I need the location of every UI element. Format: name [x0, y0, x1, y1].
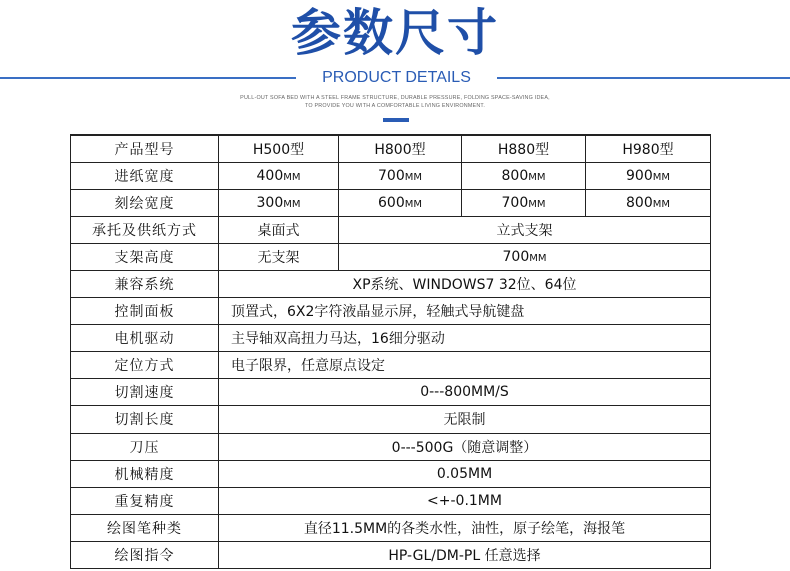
- model-cell: H800型: [339, 135, 462, 162]
- row-label: 兼容系统: [71, 270, 219, 297]
- table-row-model: [71, 135, 711, 162]
- table-row-support: [71, 216, 711, 243]
- table-row-paper-width: [71, 162, 711, 189]
- value-cell: <+-0.1MM: [219, 487, 711, 514]
- table-row: [71, 325, 711, 352]
- table-row: [71, 379, 711, 406]
- value-cell: XP系统、WINDOWS7 32位、64位: [219, 270, 711, 297]
- value-cell: 电子限界，任意原点设定: [219, 352, 711, 379]
- table-row: [71, 298, 711, 325]
- value-cell: 无限制: [219, 406, 711, 433]
- table-row-cut-width: [71, 189, 711, 216]
- tagline-line-1: PULL-OUT SOFA BED WITH A STEEL FRAME STRUCTURE, DURABLE PRESSURE, FOLDING SPACE-SAVING IDEA,: [240, 95, 550, 101]
- spec-table: [70, 134, 711, 569]
- subtitle-row: [0, 66, 790, 90]
- page-title: 参数尺寸: [291, 4, 499, 62]
- accent-bar: [383, 118, 409, 122]
- value-cell: HP-GL/DM-PL 任意选择: [219, 541, 711, 568]
- row-label: 切割速度: [71, 379, 219, 406]
- value-cell: 900mm: [586, 162, 711, 189]
- divider-left: [0, 77, 296, 79]
- value-cell: 0.05MM: [219, 460, 711, 487]
- model-cell: H880型: [462, 135, 586, 162]
- value-cell: 600mm: [339, 189, 462, 216]
- value-cell: 立式支架: [339, 216, 711, 243]
- row-label: 控制面板: [71, 298, 219, 325]
- value-cell: 300mm: [219, 189, 339, 216]
- row-label: 重复精度: [71, 487, 219, 514]
- value-cell: 400mm: [219, 162, 339, 189]
- table-row: [71, 460, 711, 487]
- table-row: [71, 487, 711, 514]
- tagline-line-2: TO PROVIDE YOU WITH A COMFORTABLE LIVING ENVIRONMENT.: [304, 103, 486, 109]
- page-header: [0, 0, 790, 132]
- row-label: 绘图笔种类: [71, 514, 219, 541]
- value-cell: 顶置式，6X2字符液晶显示屏，轻触式导航键盘: [219, 298, 711, 325]
- value-cell: 无支架: [219, 243, 339, 270]
- row-label: 支架高度: [71, 243, 219, 270]
- row-label: 承托及供纸方式: [71, 216, 219, 243]
- value-cell: 主导轴双高扭力马达，16细分驱动: [219, 325, 711, 352]
- row-label: 进纸宽度: [71, 162, 219, 189]
- value-cell: 700mm: [462, 189, 586, 216]
- table-row-stand-height: [71, 243, 711, 270]
- value-cell: 700mm: [339, 162, 462, 189]
- table-row: [71, 406, 711, 433]
- value-cell: 0---500G（随意调整）: [219, 433, 711, 460]
- model-cell: H980型: [586, 135, 711, 162]
- row-label: 切割长度: [71, 406, 219, 433]
- page-subtitle: PRODUCT DETAILS: [322, 69, 471, 86]
- model-cell: H500型: [219, 135, 339, 162]
- row-label: 产品型号: [71, 135, 219, 162]
- value-cell: 0---800MM/S: [219, 379, 711, 406]
- table-row: [71, 433, 711, 460]
- table-row: [71, 270, 711, 297]
- row-label: 刻绘宽度: [71, 189, 219, 216]
- value-cell: 800mm: [586, 189, 711, 216]
- value-cell: 800mm: [462, 162, 586, 189]
- divider-right: [497, 77, 790, 79]
- row-label: 刀压: [71, 433, 219, 460]
- row-label: 绘图指令: [71, 541, 219, 568]
- table-row: [71, 352, 711, 379]
- table-row: [71, 514, 711, 541]
- value-cell: 桌面式: [219, 216, 339, 243]
- row-label: 定位方式: [71, 352, 219, 379]
- row-label: 电机驱动: [71, 325, 219, 352]
- table-row: [71, 541, 711, 568]
- row-label: 机械精度: [71, 460, 219, 487]
- value-cell: 直径11.5MM的各类水性，油性，原子绘笔，海报笔: [219, 514, 711, 541]
- value-cell: 700mm: [339, 243, 711, 270]
